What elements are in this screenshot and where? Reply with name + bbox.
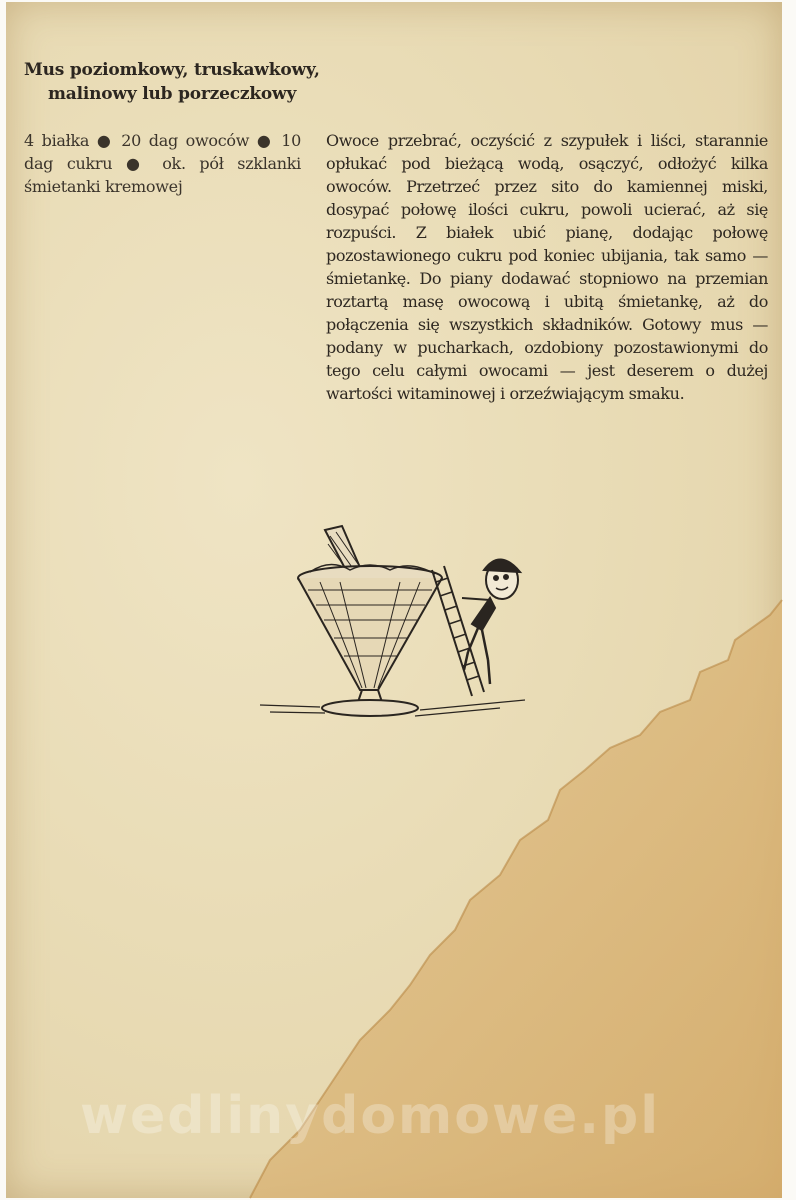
instructions-paragraph: Owoce przebrać, oczyścić z szypułek i liści, starannie opłukać pod bieżącą wodą, osączyć, odłożyć kilka owoców. Przetrzeć przez sito do kamiennej miski, dosypać połowę ilości cukru, powoli ucierać, aż się rozpuści. Z białek ubić pianę, dodając połowę pozostawionego cukru pod koniec ubijania, tak samo — śmietankę. Do piany dodawać stopniowo na przemian roztartą masę owocową i ubitą śmietankę, aż do połączenia się wszystkich składników. Gotowy mus — podany w pucharkach, ozdobiony pozostawionymi do tego celu całymi owocami — jest deserem o dużej wartości witaminowej i orzeźwiającym smaku. [326,131,768,403]
recipe-title-line2: malinowy lub porzeczkowy [48,84,297,104]
recipe-title-line1: Mus poziomkowy, truskawkowy, [24,60,320,80]
dessert-cup-illustration [250,520,540,735]
watermark: wedlinydomowe.pl [80,1086,661,1146]
instructions-text [326,129,768,405]
ingredients-list: 4 białka ● 20 dag owoców ● 10 dag cukru ● ok. pół szklanki śmietanki kremowej [24,131,301,196]
recipe-title [24,58,384,106]
